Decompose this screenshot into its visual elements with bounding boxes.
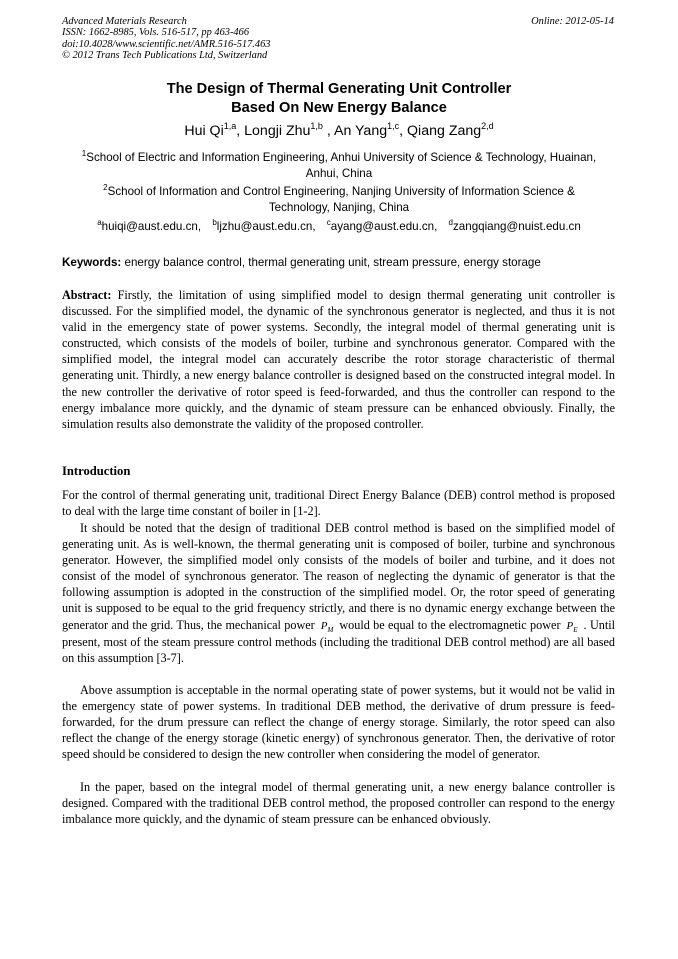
intro-paragraph-2 (62, 520, 615, 666)
abstract-paragraph (62, 287, 615, 432)
author-separator: , (236, 123, 245, 139)
keywords-line (62, 255, 616, 271)
affiliation-mark: 2 (103, 183, 108, 192)
symbol-base: P (320, 619, 328, 632)
email-mark: c (326, 218, 331, 227)
title-line-1: The Design of Thermal Generating Unit Controller (166, 81, 512, 97)
author-name: Qiang Zang (407, 123, 482, 139)
email-list (62, 219, 616, 235)
author-name: Hui Qi (184, 123, 224, 139)
affiliation-mark: 1 (81, 149, 87, 158)
abstract-text: Firstly, the limitation of using simplified model to design thermal generating unit controller is discussed. For the simplified model, the dynamic of the synchronous generator is neglected, and thus it is not valid in the emergency state of power systems. Secondly, the integral model of thermal generating unit is constructed, which consists of the models of boiler, turbine and synchronous generator. Compared with the simplified model, the integral model can accurately describe the rotor storage characteristic of thermal generating unit. Thirdly, a new energy balance controller is designed based on the constructed integral model. In the new controller the derivative of rotor speed is feed-forwarded, and thus the controller can respond to the energy imbalance more quickly, and the dynamic of steam pressure can be enhanced obviously. Finally, the simulation results also demonstrate the validity of the proposed controller. (62, 288, 615, 431)
email-mark: a (97, 218, 102, 227)
intro-paragraph-1 (62, 487, 615, 519)
paragraph-text: would be equal to the electromagnetic power (339, 617, 561, 632)
abstract-label: Abstract: (62, 288, 112, 302)
email-mark: b (212, 218, 217, 227)
symbol-subscript: M (327, 625, 334, 634)
keywords-label: Keywords: (62, 256, 122, 269)
email-link[interactable]: huiqi@aust.edu.cn, (101, 220, 202, 233)
affiliation-text: School of Electric and Information Engineering, Anhui University of Science & Technology, Huainan, Anhui, China (86, 151, 597, 180)
email-link[interactable]: ljzhu@aust.edu.cn, (216, 220, 316, 233)
affiliation-1 (78, 150, 600, 181)
affiliation-text: School of Information and Control Engineering, Nanjing University of Information Science & Technology, Nanjing, China (107, 185, 575, 214)
intro-paragraph-3 (62, 682, 615, 762)
author-name: Longji Zhu (244, 123, 311, 139)
email-item (449, 220, 581, 233)
electromagnetic-power-symbol (567, 620, 578, 632)
email-item (97, 220, 201, 233)
paragraph-text: . Until present, most of the steam pressure control methods (including the traditional DEB control method) are all based on this assumption [3-7]. (62, 617, 615, 665)
email-item (212, 220, 315, 233)
online-date: Online: 2012-05-14 (531, 16, 614, 27)
email-link[interactable]: zangqiang@nuist.edu.cn (453, 220, 581, 233)
paper-title (62, 80, 616, 118)
email-item (327, 220, 438, 233)
journal-name: Advanced Materials Research (62, 16, 187, 27)
doi-line: doi:10.4028/www.scientific.net/AMR.516-517.463 (62, 38, 271, 50)
author-affiliation-mark: 1,a (223, 121, 237, 131)
author-list (62, 122, 616, 140)
author-name: An Yang (333, 123, 388, 139)
intro-paragraph-4 (62, 779, 615, 827)
author-separator: , (322, 123, 334, 139)
paragraph-text: Above assumption is acceptable in the normal operating state of power systems, but it would not be valid in the emergency state of power systems. In traditional DEB method, the derivative of drum pressure is feed-forwarded, for the drum pressure can reflect the change of energy storage. Similarly, the rotor speed can also reflect the change of the energy storage (kinetic energy) of synchronous generator. Then, the derivative of rotor speed should be considered to design the new controller when considering the model of generator. (62, 683, 615, 762)
symbol-base: P (566, 619, 574, 632)
introduction-heading: Introduction (62, 464, 131, 478)
paragraph-text: For the control of thermal generating unit, traditional Direct Energy Balance (DEB) control method is proposed to deal with the large time constant of boiler in [1-2]. (62, 488, 615, 519)
keywords-text: energy balance control, thermal generating unit, stream pressure, energy storage (124, 256, 541, 269)
mechanical-power-symbol (321, 620, 334, 632)
paragraph-text: In the paper, based on the integral model of thermal generating unit, a new energy balance controller is designed. Compared with the traditional DEB control method, the proposed controller can respond to the energy imbalance more quickly, and the dynamic of steam pressure can be enhanced obviously. (62, 780, 615, 827)
journal-header (62, 16, 270, 61)
title-line-2: Based On New Energy Balance (231, 100, 447, 116)
author-affiliation-mark: 1,c (387, 121, 400, 131)
issn-line: ISSN: 1662-8985, Vols. 516-517, pp 463-466 (62, 27, 250, 39)
author-affiliation-mark: 2,d (481, 121, 494, 131)
copyright-line: © 2012 Trans Tech Publications Ltd, Switzerland (62, 49, 268, 61)
paragraph-text: It should be noted that the design of traditional DEB control method is based on the simplified model of generating unit. As is well-known, the thermal generating unit is composed of boiler, turbine and synchronous generator. However, the simplified model only consists of the models of boiler and turbine, and it does not consist of the model of synchronous generator. The reason of neglecting the dynamic of generator is that the following assumption is adopted in the construction of the simplified model. Or, the rotor speed of generating unit is supposed to be equal to the grid frequency strictly, and there is no dynamic energy exchange between the generator and the grid. Thus, the mechanical power (62, 521, 615, 632)
author-affiliation-mark: 1,b (310, 121, 323, 131)
email-link[interactable]: ayang@aust.edu.cn, (330, 220, 438, 233)
author-separator: , (399, 123, 408, 139)
symbol-subscript: E (573, 625, 578, 634)
affiliation-2 (78, 184, 600, 215)
email-mark: d (448, 218, 453, 227)
